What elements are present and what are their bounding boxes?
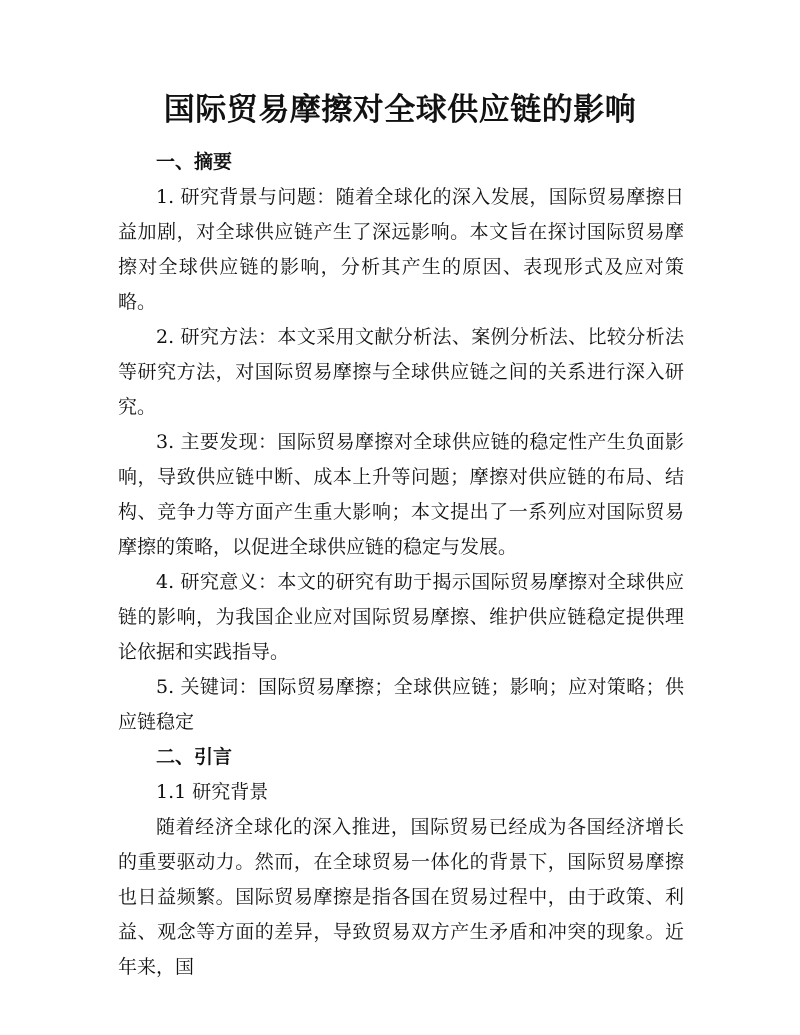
- introduction-paragraph: 随着经济全球化的深入推进，国际贸易已经成为各国经济增长的重要驱动力。然而，在全球贸易一体化的背景下，国际贸易摩擦也日益频繁。国际贸易摩擦是指各国在贸易过程中，由于政策、利益、观念等方面的差异，导致贸易双方产生矛盾和冲突的现象。近年来，国: [118, 816, 684, 978]
- document-title: 国际贸易摩擦对全球供应链的影响: [163, 92, 637, 128]
- abstract-item-significance: 4. 研究意义：本文的研究有助于揭示国际贸易摩擦对全球供应链的影响，为我国企业应对国际贸易摩擦、维护供应链稳定提供理论依据和实践指导。: [118, 571, 684, 663]
- abstract-item-keywords: 5. 关键词：国际贸易摩擦；全球供应链；影响；应对策略；供应链稳定: [118, 676, 684, 733]
- document-body: [118, 145, 684, 985]
- abstract-item-methods: 2. 研究方法：本文采用文献分析法、案例分析法、比较分析法等研究方法，对国际贸易摩擦与全球供应链之间的关系进行深入研究。: [118, 326, 684, 418]
- abstract-heading: 一、摘要: [156, 151, 233, 173]
- introduction-heading: 二、引言: [156, 746, 233, 768]
- introduction-subheading: 1.1 研究背景: [156, 781, 269, 803]
- abstract-item-background: 1. 研究背景与问题：随着全球化的深入发展，国际贸易摩擦日益加剧，对全球供应链产生了深远影响。本文旨在探讨国际贸易摩擦对全球供应链的影响，分析其产生的原因、表现形式及应对策略。: [118, 186, 684, 313]
- abstract-item-findings: 3. 主要发现：国际贸易摩擦对全球供应链的稳定性产生负面影响，导致供应链中断、成本上升等问题；摩擦对供应链的布局、结构、竞争力等方面产生重大影响；本文提出了一系列应对国际贸易摩擦的策略，以促进全球供应链的稳定与发展。: [118, 431, 684, 558]
